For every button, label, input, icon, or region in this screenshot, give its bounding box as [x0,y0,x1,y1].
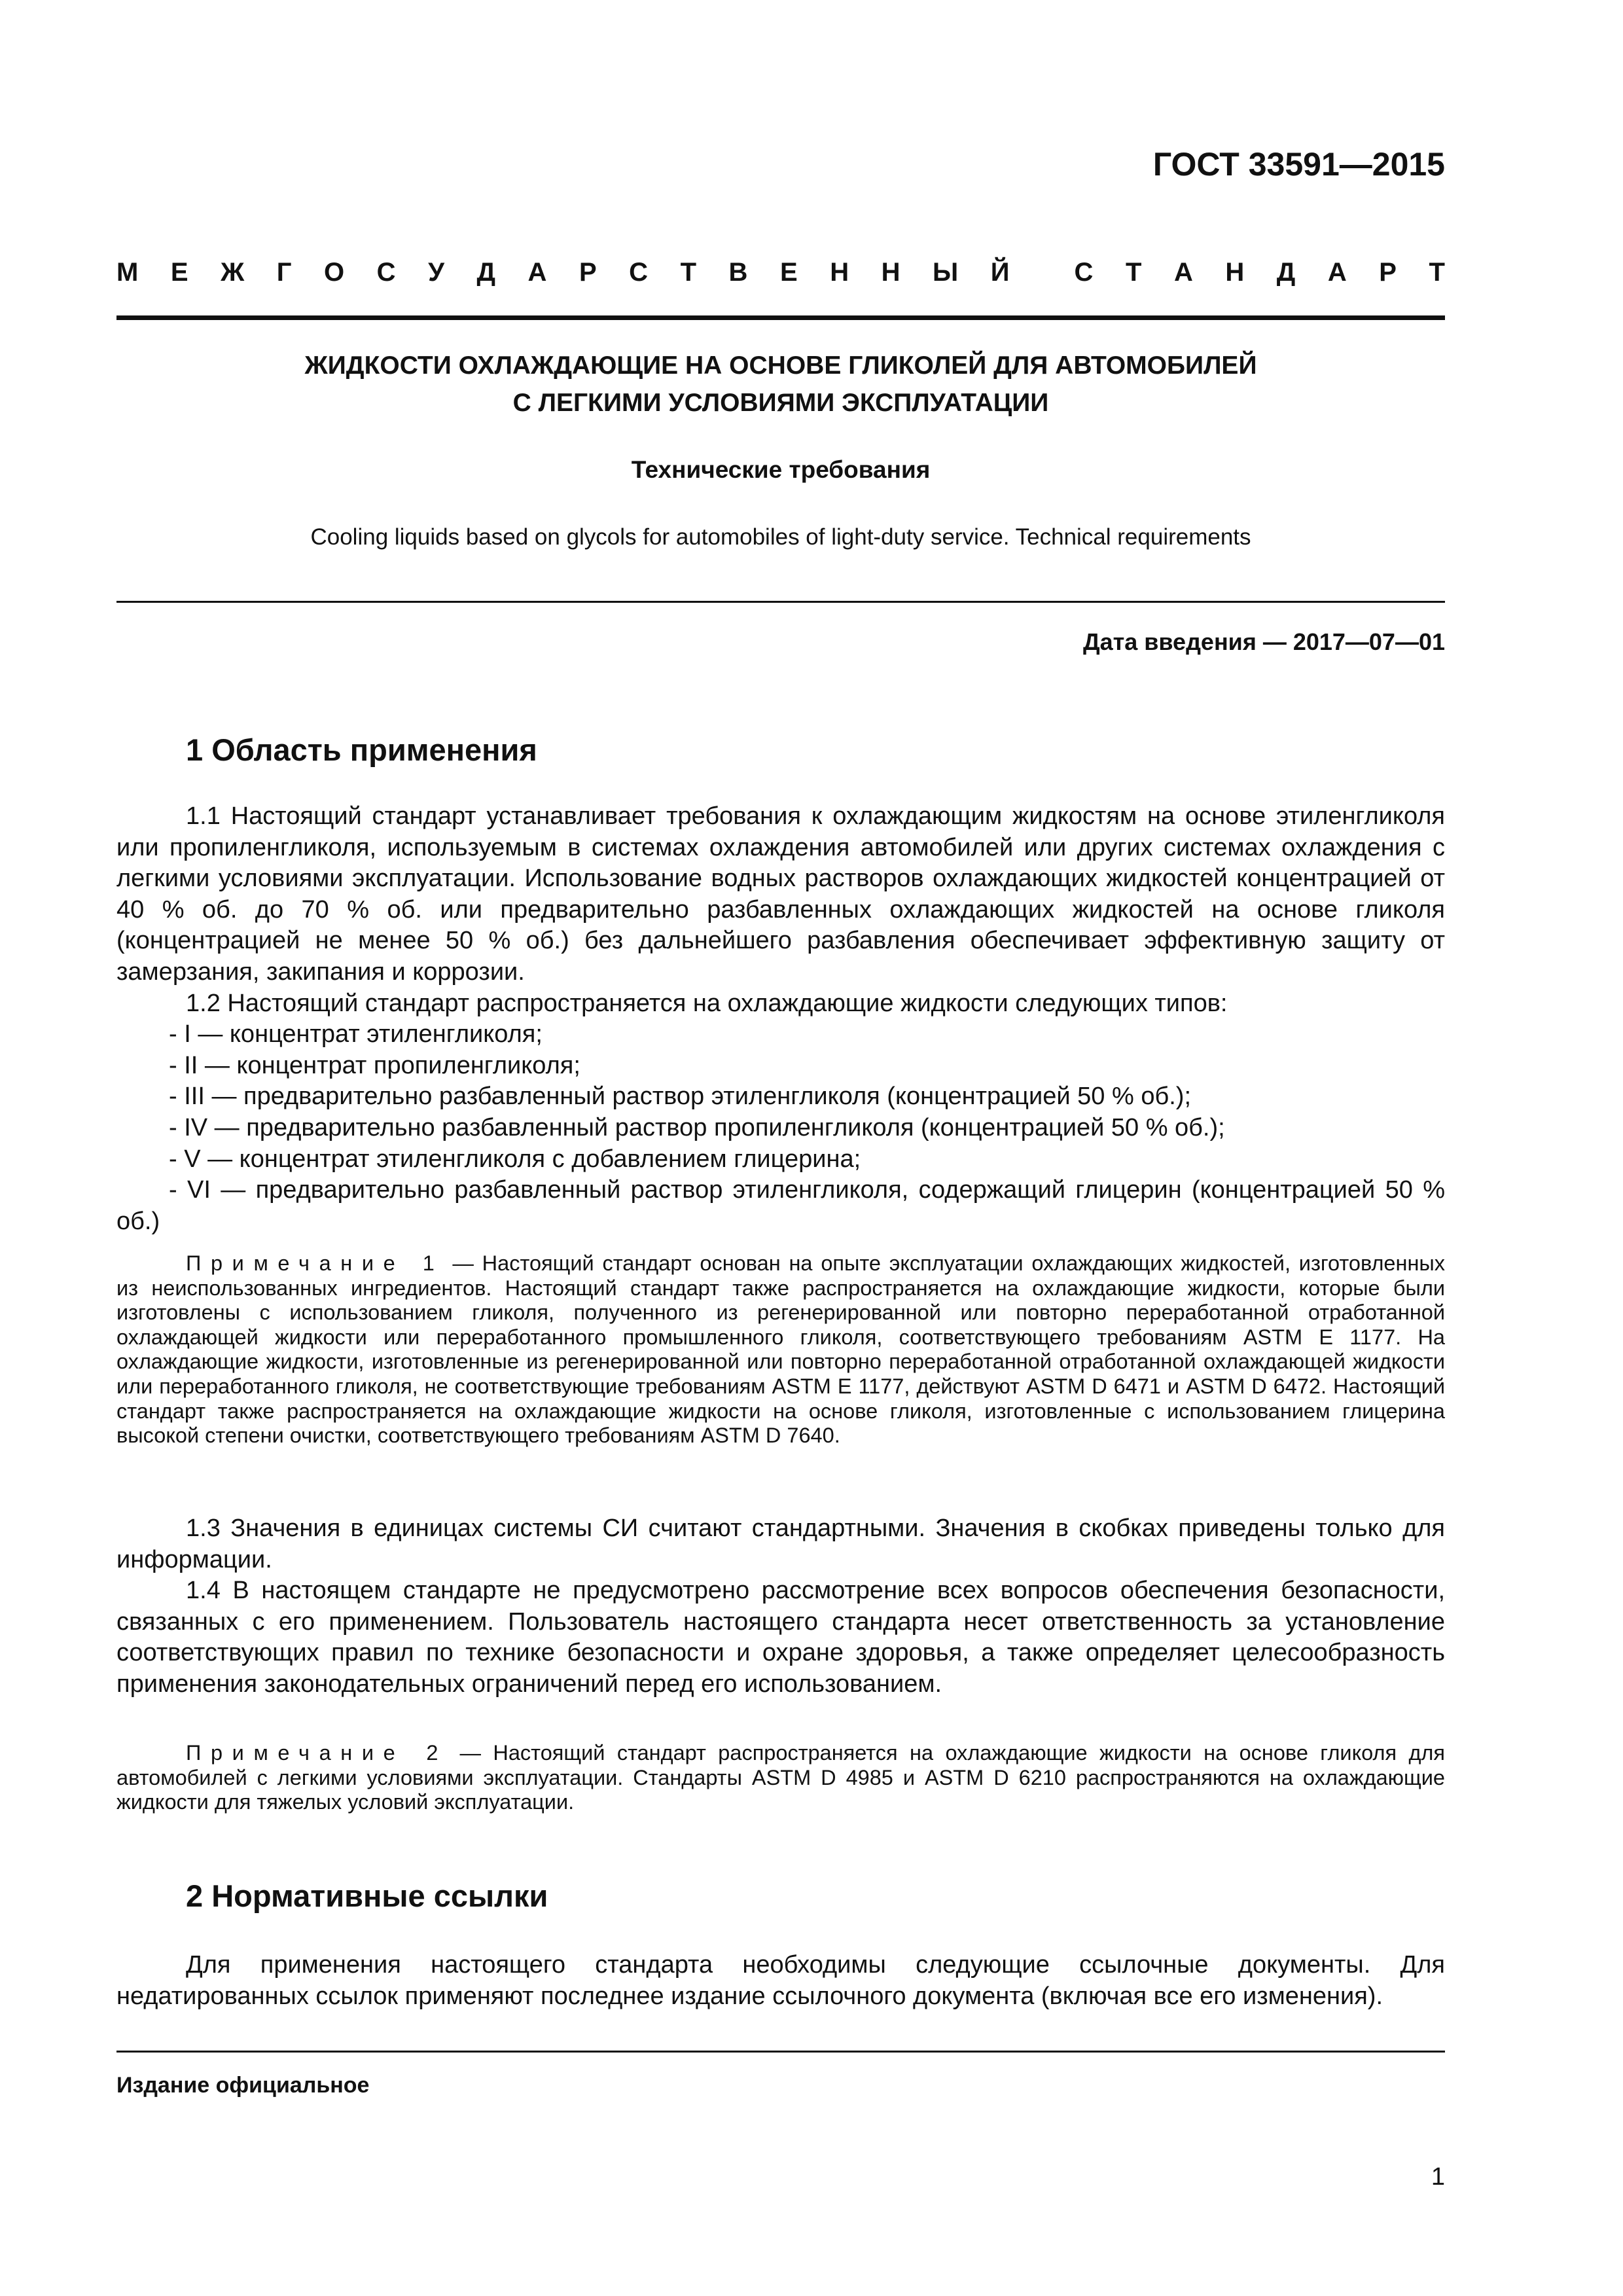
note-2-label: Примечание 2 [186,1741,448,1765]
section-2-heading: 2 Нормативные ссылки [186,1878,548,1913]
paragraph-1-2: 1.2 Настоящий стандарт распространяется на охлаждающие жидкости следующих типов: [186,989,1228,1017]
type-item: - I — концентрат этиленгликоля; [169,1020,543,1049]
banner-letter: Т [1125,258,1142,287]
note-2 [116,1741,1445,1815]
banner-letter: Д [1276,258,1296,287]
banner-letter: Т [1429,258,1445,287]
section-1-body [116,801,1445,1237]
banner-letter: Й [990,258,1010,287]
document-number: ГОСТ 33591—2015 [1152,146,1445,183]
banner-letter: Н [881,258,901,287]
banner-letter: Е [170,258,188,287]
section-1-heading: 1 Область применения [186,732,537,767]
banner-letter: О [323,258,345,287]
english-title: Cooling liquids based on glycols for automobiles of light-duty service. Technical requirements [310,524,1251,550]
paragraph-2: Для применения настоящего стандарта необходимы следующие ссылочные документы. Для недатированных ссылок применяют последнее издание ссылочного документа (включая все его изменения). [116,1951,1445,2010]
type-item: - IV — предварительно разбавленный раствор пропиленгликоля (концентрацией 50 % об.); [169,1113,1225,1141]
page-number: 1 [1431,2163,1445,2191]
note-1-text: — Настоящий стандарт основан на опыте эксплуатации охлаждающих жидкостей, изготовленных из неиспользованных ингредиентов. Настоящий стандарт также распространяется на охлаждающие жидкости, которые были изготовлены с использованием гликоля, полученного из регенерированной или повторно переработанной отработанной охлаждающей жидкости или переработанного промышленного гликоля, соответствующего требованиям ASTM E 1177. На охлаждающие жидкости, изготовленные из регенерированной или повторно переработанной отработанной охлаждающей жидкости или переработанного гликоля, не соответствующие требованиям ASTM E 1177, действуют ASTM D 6471 и ASTM D 6472. Настоящий стандарт также распространяется на охлаждающие жидкости на основе гликоля, изготовленные с использованием глицерина высокой степени очистки, соответствующего требованиям ASTM D 7640. [116,1251,1446,1448]
title-line-2: С ЛЕГКИМИ УСЛОВИЯМИ ЭКСПЛУАТАЦИИ [512,389,1049,417]
note-1 [116,1251,1445,1448]
banner-letter: С [376,258,396,287]
banner-letter: В [728,258,748,287]
type-item: - VI — предварительно разбавленный раствор этиленгликоля, содержащий глицерин (концентрацией 50 % об.) [116,1176,1445,1235]
banner-letter: Т [680,258,697,287]
banner-letter: Р [579,258,597,287]
banner-letter: Н [1225,258,1245,287]
banner-letter: А [1327,258,1347,287]
banner-letter: Ж [221,258,245,287]
title-divider [116,601,1445,603]
note-1-label: Примечание 1 [186,1251,444,1275]
title-line-1: ЖИДКОСТИ ОХЛАЖДАЮЩИЕ НА ОСНОВЕ ГЛИКОЛЕЙ ДЛЯ АВТОМОБИЛЕЙ [304,351,1257,380]
document-title [116,347,1445,422]
type-item: - II — концентрат пропиленгликоля; [169,1051,580,1079]
edition-label: Издание официальное [116,2073,370,2098]
section-2-body [116,1950,1445,2012]
footer-divider [116,2051,1445,2053]
banner-letter: Е [779,258,798,287]
banner-letter: С [1074,258,1094,287]
banner-letter: Ы [933,258,959,287]
banner-letter: Г [276,258,292,287]
note-2-text: — Настоящий стандарт распространяется на охлаждающие жидкости на основе гликоля для автомобилей с легкими условиями эксплуатации. Стандарты ASTM D 4985 и ASTM D 6210 распространяются на охлаждающие жидкости для тяжелых условий эксплуатации. [116,1741,1445,1814]
banner-letter: У [428,258,444,287]
interstate-standard-banner [116,258,1445,287]
header-divider [116,315,1445,320]
banner-letter: Н [830,258,849,287]
banner-letter: Р [1379,258,1397,287]
banner-letter: С [629,258,649,287]
document-subtitle: Технические требования [631,456,931,483]
type-item: - III — предварительно разбавленный раствор этиленгликоля (концентрацией 50 % об.); [169,1083,1192,1111]
type-item: - V — концентрат этиленгликоля с добавлением глицерина; [169,1145,861,1173]
banner-letter: Д [476,258,495,287]
paragraph-1-1: 1.1 Настоящий стандарт устанавливает требования к охлаждающим жидкостям на основе этиленгликоля или пропиленгликоля, используемым в системах охлаждения автомобилей или других системах охлаждения с легкими условиями эксплуатации. Использование водных растворов охлаждающих жидкостей концентрацией от 40 % об. до 70 % об. или предварительно разбавленных охлаждающих жидкостей на основе гликоля (концентрацией не менее 50 % об.) без дальнейшего разбавления обеспечивает эффективную защиту от замерзания, закипания и коррозии. [116,802,1445,986]
banner-letter: М [116,258,139,287]
banner-letter: А [1173,258,1193,287]
paragraph-1-4: 1.4 В настоящем стандарте не предусмотрено рассмотрение всех вопросов обеспечения безопасности, связанных с его применением. Пользователь настоящего стандарта несет ответственность за установление соответствующих правил по технике безопасности и охране здоровья, а также определяет целесообразность применения законодательных ограничений перед его использованием. [116,1577,1445,1698]
section-1-body-continued [116,1513,1445,1700]
banner-letter: А [527,258,547,287]
paragraph-1-3: 1.3 Значения в единицах системы СИ считают стандартными. Значения в скобках приведены только для информации. [116,1515,1445,1573]
introduction-date: Дата введения — 2017—07—01 [1082,628,1445,655]
